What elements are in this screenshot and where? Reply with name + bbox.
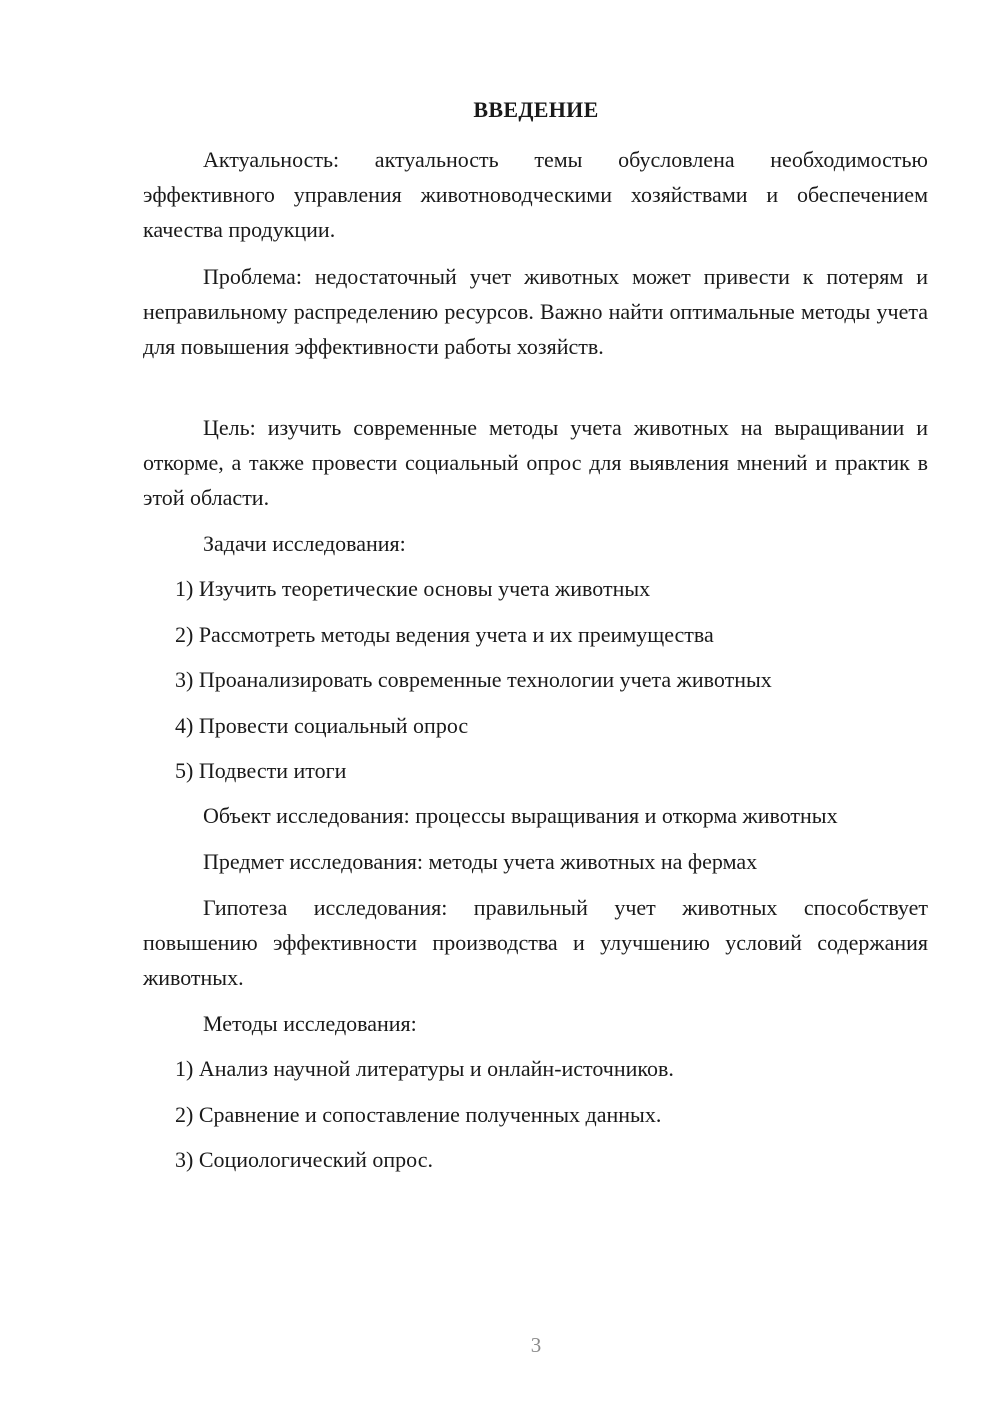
page-number: 3 (530, 1333, 542, 1357)
section-title: ВВЕДЕНИЕ (473, 97, 599, 122)
task-item-5: 5) Подвести итоги (175, 758, 347, 783)
task-item-3: 3) Проанализировать современные технологии учета животных (175, 667, 772, 692)
tasks-heading: Задачи исследования: (203, 531, 406, 556)
hypothesis-paragraph: Гипотеза исследования: правильный учет животных способствует повышению эффективности производства и улучшению условий содержания животных. (143, 895, 928, 990)
task-item-2: 2) Рассмотреть методы ведения учета и их преимущества (175, 622, 714, 647)
relevance-paragraph: Актуальность: актуальность темы обусловлена необходимостью эффективного управления животноводческими хозяйствами и обеспечением качества продукции. (143, 147, 928, 242)
research-object: Объект исследования: процессы выращивания и откорма животных (203, 803, 838, 828)
method-item-1: 1) Анализ научной литературы и онлайн-источников. (175, 1056, 674, 1081)
methods-heading: Методы исследования: (203, 1011, 417, 1036)
research-subject: Предмет исследования: методы учета животных на фермах (203, 849, 758, 874)
method-item-3: 3) Социологический опрос. (175, 1147, 433, 1172)
problem-paragraph: Проблема: недостаточный учет животных может привести к потерям и неправильному распределению ресурсов. Важно найти оптимальные методы учета для повышения эффективности работы хозяйств. (143, 264, 928, 359)
goal-paragraph: Цель: изучить современные методы учета животных на выращивании и откорме, а также провести социальный опрос для выявления мнений и практик в этой области. (143, 415, 928, 510)
task-item-1: 1) Изучить теоретические основы учета животных (175, 576, 651, 601)
method-item-2: 2) Сравнение и сопоставление полученных данных. (175, 1102, 662, 1127)
task-item-4: 4) Провести социальный опрос (175, 713, 469, 738)
